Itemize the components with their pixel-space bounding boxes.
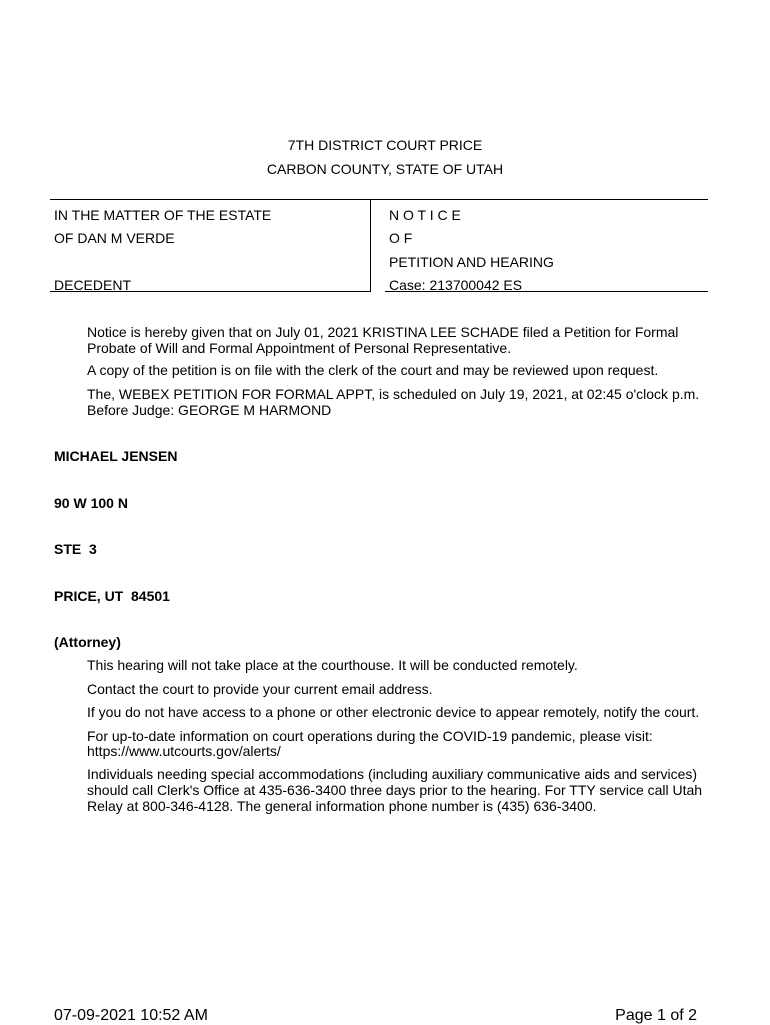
matter-line-1: IN THE MATTER OF THE ESTATE [54, 207, 272, 223]
court-county: CARBON COUNTY, STATE OF UTAH [266, 161, 504, 177]
attorney-city: PRICE, UT 84501 [54, 588, 170, 604]
notice-paragraph-2: A copy of the petition is on file with the clerk of the court and may be reviewed upon request. [87, 362, 659, 378]
notice-subject: PETITION AND HEARING [389, 254, 554, 270]
notice-paragraph-1: Notice is hereby given that on July 01, 2021 KRISTINA LEE SCHADE filed a Petition for Formal Probate of Will and Formal Appointment of Personal Representative. [87, 324, 679, 356]
device-note: If you do not have access to a phone or other electronic device to appear remotely, notify the court. [87, 704, 700, 720]
covid-url: https://www.utcourts.gov/alerts/ [87, 743, 281, 759]
caption-top-rule [50, 199, 708, 200]
covid-note: For up-to-date information on court operations during the COVID-19 pandemic, please visit: [87, 728, 653, 744]
court-name: 7TH DISTRICT COURT PRICE [287, 137, 483, 153]
attorney-address-line-2: STE 3 [54, 541, 97, 557]
case-number: Case: 213700042 ES [389, 277, 523, 293]
decedent-label: DECEDENT [54, 277, 132, 293]
attorney-name: MICHAEL JENSEN [54, 448, 178, 464]
notice-of: O F [389, 230, 413, 246]
email-note: Contact the court to provide your current email address. [87, 681, 433, 697]
footer-timestamp: 07-09-2021 10:52 AM [54, 1007, 208, 1024]
hearing-schedule: The, WEBEX PETITION FOR FORMAL APPT, is scheduled on July 19, 2021, at 02:45 o'clock p.m. [87, 386, 700, 402]
judge-line: Before Judge: GEORGE M HARMOND [87, 402, 332, 418]
remote-hearing-note: This hearing will not take place at the courthouse. It will be conducted remotely. [87, 657, 578, 673]
caption-divider [370, 199, 371, 292]
attorney-address-line-1: 90 W 100 N [54, 495, 128, 511]
footer-page-number: Page 1 of 2 [615, 1007, 697, 1024]
attorney-label: (Attorney) [54, 634, 121, 650]
notice-title: N O T I C E [389, 207, 461, 223]
accommodations-note: Individuals needing special accommodations (including auxiliary communicative aids and services) should call Clerk's Office at 435-636-3400 three days prior to the hearing. For TTY service call Utah Relay at 800-346-4128. The general information phone number is (435) 636-3400. [87, 766, 703, 814]
matter-line-2: OF DAN M VERDE [54, 230, 175, 246]
